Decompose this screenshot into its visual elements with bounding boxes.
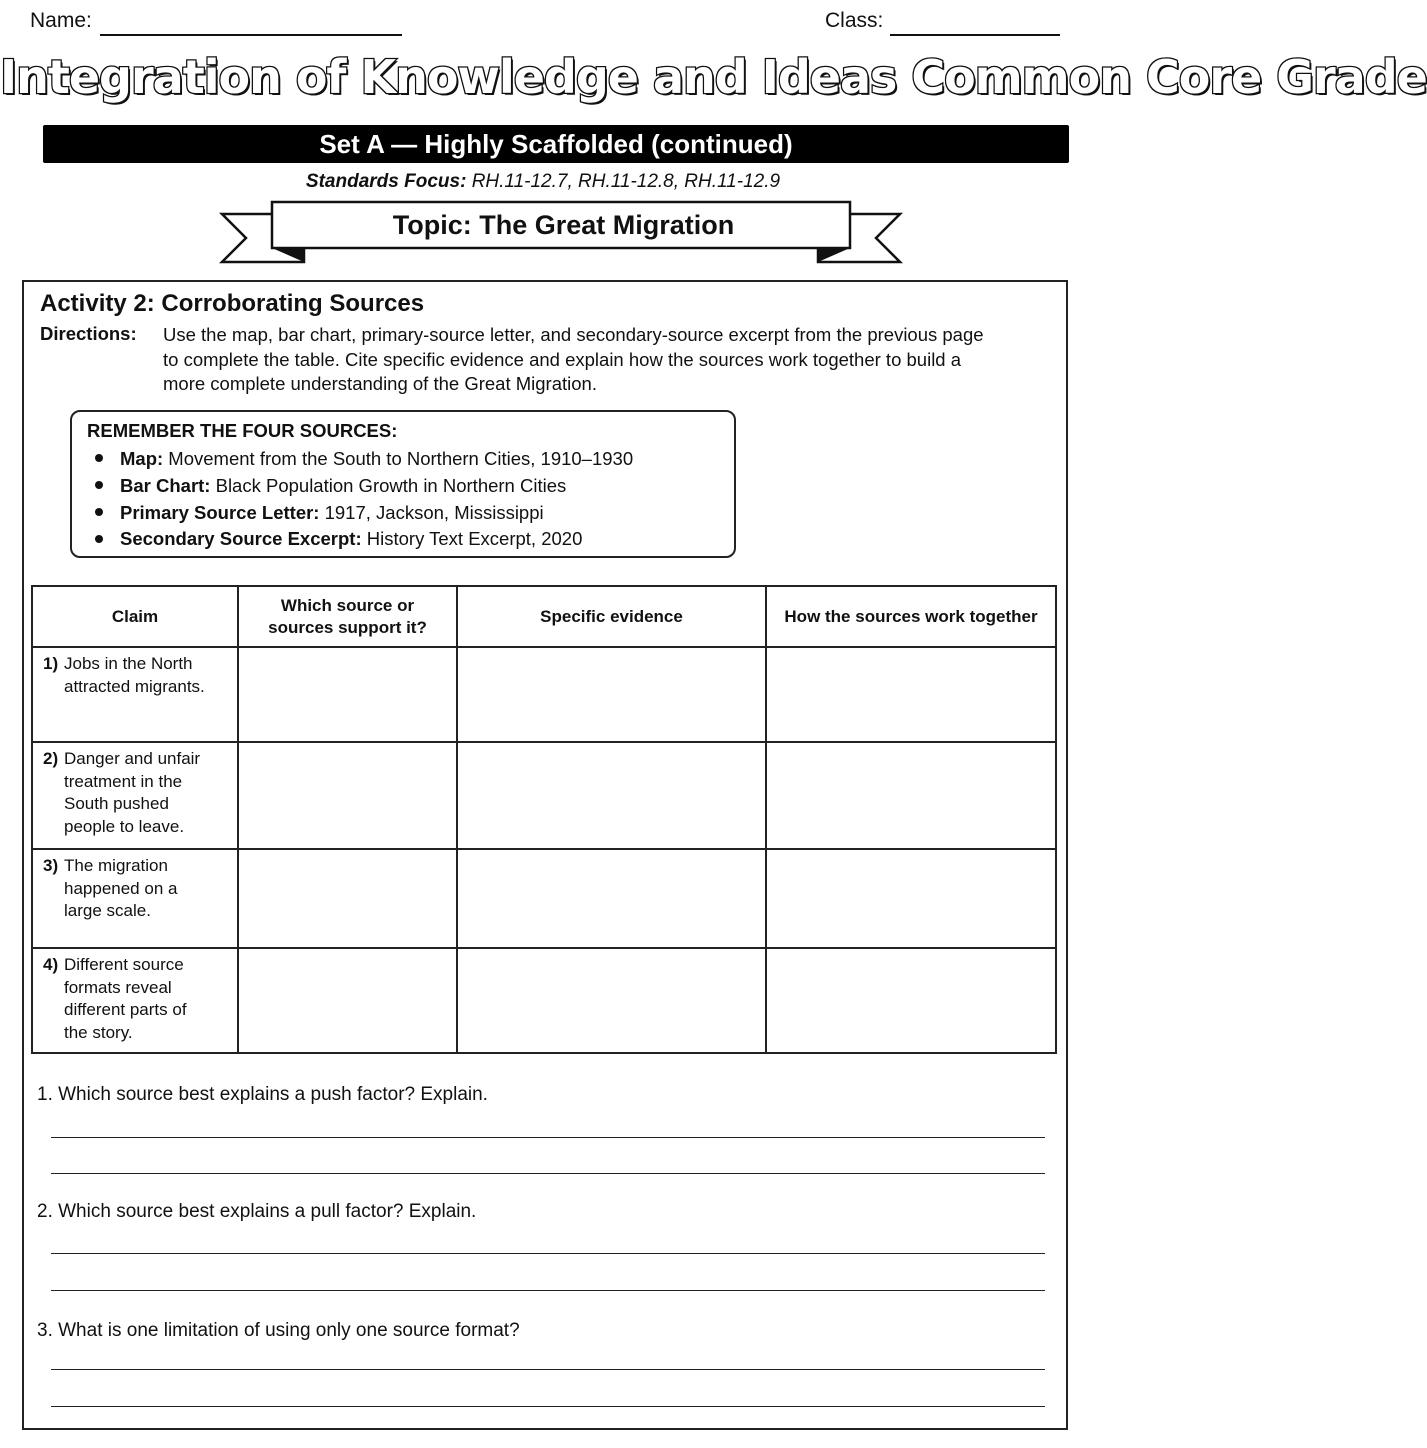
worksheet-title: Integration of Knowledge and Ideas Common Core Grade — [0, 50, 1427, 104]
claim-line: Different source — [64, 955, 184, 974]
claim-line: the story. — [64, 1022, 133, 1042]
directions-text — [163, 323, 1043, 397]
claim-line: Danger and unfair — [64, 749, 201, 768]
table-row — [32, 647, 1056, 742]
standards-focus — [0, 171, 1086, 193]
sources-answer-cell[interactable] — [238, 849, 457, 948]
sources-answer-cell[interactable] — [238, 742, 457, 849]
claim-line: large scale. — [64, 901, 151, 920]
table-row — [32, 948, 1056, 1053]
source-label: Secondary Source Excerpt: — [120, 528, 362, 550]
header-line: How the sources work together — [784, 606, 1038, 626]
claim-line: Jobs in the North — [64, 654, 193, 673]
directions-line: Use the map, bar chart, primary-source letter, and secondary-source excerpt from the previous page — [163, 324, 984, 345]
answer-line[interactable] — [51, 1253, 1045, 1254]
directions-line: more complete understanding of the Great Migration. — [163, 373, 597, 394]
standards-value: RH.11-12.7, RH.11-12.8, RH.11-12.9 — [471, 171, 781, 192]
claim-line: happened on a — [64, 878, 178, 898]
bullet-icon — [95, 481, 103, 489]
table-row — [32, 742, 1056, 849]
claim-cell — [32, 948, 238, 1053]
source-item — [95, 526, 633, 553]
bullet-icon — [95, 508, 103, 516]
claim-number: 3) — [43, 856, 59, 875]
activity-title: Activity 2: Corroborating Sources — [40, 290, 425, 317]
source-label: Map: — [120, 448, 164, 469]
claim-number: 1) — [43, 654, 59, 673]
claim-line: different parts of — [64, 1000, 187, 1019]
evidence-answer-cell[interactable] — [457, 948, 766, 1053]
claim-line: formats reveal — [64, 977, 172, 997]
claim-cell — [32, 849, 238, 948]
evidence-answer-cell[interactable] — [457, 647, 766, 742]
name-label: Name: — [30, 9, 92, 32]
claim-line: The migration — [64, 856, 168, 875]
header-line: sources support it? — [268, 617, 427, 637]
source-text: History Text Excerpt, 2020 — [361, 528, 583, 550]
directions-label: Directions: — [40, 323, 137, 344]
header-together — [766, 586, 1056, 647]
header-line: Specific evidence — [540, 606, 683, 626]
question-2: 2. Which source best explains a pull factor? Explain. — [37, 1201, 477, 1222]
claims-table — [31, 585, 1057, 1054]
source-text: Black Population Growth in Northern Cities — [210, 474, 567, 496]
answer-line[interactable] — [51, 1173, 1045, 1174]
source-text: 1917, Jackson, Mississippi — [319, 501, 544, 523]
standards-label: Standards Focus: — [305, 171, 467, 192]
claim-line: treatment in the — [64, 771, 183, 791]
evidence-answer-cell[interactable] — [457, 742, 766, 849]
bullet-icon — [95, 454, 103, 462]
class-field[interactable] — [890, 34, 1060, 36]
question-3: 3. What is one limitation of using only one source format? — [37, 1320, 520, 1341]
source-text: Movement from the South to Northern Cities, 1910–1930 — [163, 448, 634, 469]
header-claim — [32, 586, 238, 647]
bullet-icon — [95, 535, 103, 543]
together-answer-cell[interactable] — [766, 849, 1056, 948]
answer-line[interactable] — [51, 1369, 1045, 1370]
together-answer-cell[interactable] — [766, 647, 1056, 742]
name-field[interactable] — [100, 34, 402, 36]
answer-line[interactable] — [51, 1137, 1045, 1138]
table-row — [32, 849, 1056, 948]
claim-line: South pushed — [64, 794, 169, 813]
claim-line: attracted migrants. — [64, 676, 205, 696]
sources-answer-cell[interactable] — [238, 948, 457, 1053]
claim-cell — [32, 647, 238, 742]
answer-line[interactable] — [51, 1290, 1045, 1291]
header-line: Claim — [111, 606, 159, 626]
source-label: Primary Source Letter: — [120, 501, 320, 523]
evidence-answer-cell[interactable] — [457, 849, 766, 948]
together-answer-cell[interactable] — [766, 948, 1056, 1053]
header-sources — [238, 586, 457, 647]
claim-line: people to leave. — [64, 816, 185, 836]
claim-number: 4) — [43, 955, 59, 974]
sources-reminder-title: REMEMBER THE FOUR SOURCES: — [87, 420, 398, 441]
header-evidence — [457, 586, 766, 647]
table-header-row — [32, 586, 1056, 647]
question-1: 1. Which source best explains a push factor? Explain. — [37, 1084, 488, 1105]
together-answer-cell[interactable] — [766, 742, 1056, 849]
class-label: Class: — [825, 9, 884, 32]
source-item — [95, 446, 633, 473]
answer-line[interactable] — [51, 1406, 1045, 1407]
sources-list — [95, 446, 633, 553]
header-line: Which source or — [280, 595, 415, 615]
sources-answer-cell[interactable] — [238, 647, 457, 742]
set-banner: Set A — Highly Scaffolded (continued) — [43, 125, 1069, 163]
source-item — [95, 473, 633, 500]
source-item — [95, 500, 633, 527]
claim-number: 2) — [43, 749, 59, 768]
source-label: Bar Chart: — [120, 474, 211, 496]
directions-line: to complete the table. Cite specific evidence and explain how the sources work together to build a — [163, 348, 962, 370]
topic-title: Topic: The Great Migration — [392, 210, 735, 240]
claim-cell — [32, 742, 238, 849]
